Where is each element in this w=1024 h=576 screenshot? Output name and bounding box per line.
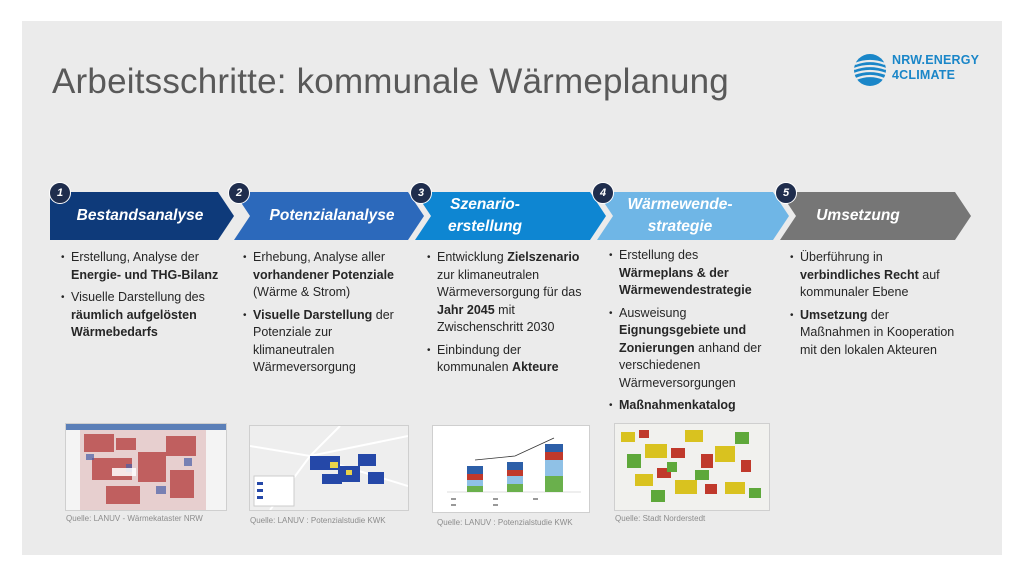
bullet-bold-text: verbindliches Recht — [800, 267, 919, 282]
bullet-text: Erhebung, Analyse aller — [253, 250, 386, 264]
step-1-bullets — [61, 249, 231, 347]
logo-line-2: 4CLIMATE — [892, 68, 956, 82]
bullet-text: Erstellung des — [619, 248, 699, 262]
bullet-text: Erstellung, Analyse der — [71, 250, 199, 264]
bullet-item — [790, 307, 960, 360]
bullet-text: auf kommunaler Ebene — [800, 267, 940, 299]
bullet-item — [61, 289, 231, 342]
step-number-2: 2 — [228, 182, 250, 204]
bullet-bold-text: räumlich aufgelösten Wärmebedarfs — [71, 307, 197, 339]
bullet-item — [243, 307, 413, 377]
bullet-item — [609, 397, 774, 415]
nrw-energy-logo-icon — [852, 50, 888, 90]
bullet-bold-text: Akteure — [512, 360, 559, 374]
step-4-bullets — [609, 247, 774, 420]
step-label-1: Bestandsanalyse — [76, 207, 204, 224]
step-3-bullets — [427, 249, 592, 382]
image-caption-2: Quelle: LANUV : Potenzialstudie KWK — [250, 516, 386, 525]
bullet-text: (Wärme & Strom) — [253, 285, 351, 299]
heat-cadastre-map-image — [65, 423, 227, 511]
bullet-text: Einbindung der kommunalen — [437, 342, 522, 374]
bullet-text: zur klimaneutralen Wärmeversorgung für das — [437, 267, 582, 299]
bullet-item — [609, 305, 774, 393]
scenario-bar-chart-image — [432, 425, 590, 513]
bullet-bold-text: Wärmeplans & der Wärmewendestrategie — [619, 265, 752, 297]
bullet-item — [427, 342, 592, 377]
step-number-4: 4 — [592, 182, 614, 204]
step-label-5: Umsetzung — [816, 207, 900, 224]
bullet-bold-text: Zielszenario — [507, 250, 580, 264]
bullet-item — [61, 249, 231, 284]
step-label-4: Wärmewende- strategie — [627, 196, 733, 235]
bullet-text: anhand der verschiedenen Wärmeversorgungen — [619, 340, 762, 390]
step-2-bullets — [243, 249, 413, 382]
step-number-1: 1 — [49, 182, 71, 204]
slide-title: Arbeitsschritte: kommunale Wärmeplanung — [52, 62, 729, 101]
logo-line-1: NRW.ENERGY — [892, 53, 980, 67]
step-number-5: 5 — [775, 182, 797, 204]
image-caption-4: Quelle: Stadt Norderstedt — [615, 514, 706, 523]
bullet-bold-text: Eignungsgebiete und Zonierungen — [619, 323, 747, 355]
bullet-bold-text: Jahr 2045 — [437, 302, 495, 317]
step-label-3: Szenario- erstellung — [447, 196, 523, 235]
bullet-bold-text: Energie- und THG-Bilanz — [71, 267, 219, 282]
image-caption-3: Quelle: LANUV : Potenzialstudie KWK — [437, 518, 573, 527]
bullet-bold-text: Umsetzung — [800, 307, 868, 322]
bullet-text: Überführung in — [800, 250, 883, 264]
bullet-bold-text: Maßnahmenkatalog — [619, 398, 736, 412]
bullet-text: der Maßnahmen in Kooperation mit den lokalen Akteuren — [800, 307, 955, 357]
bullet-item — [790, 249, 960, 302]
bullet-bold-text: Visuelle Darstellung — [253, 307, 373, 322]
logo — [852, 50, 982, 92]
zoning-map-image — [614, 423, 770, 511]
step-label-2: Potenzialanalyse — [269, 207, 395, 224]
bullet-text: Entwicklung — [437, 250, 508, 264]
bullet-item — [427, 249, 592, 337]
bullet-text: Visuelle Darstellung des — [71, 290, 205, 304]
bullet-item — [609, 247, 774, 300]
bullet-text: der Potenziale zur klimaneutralen Wärmeversorgung — [253, 307, 394, 374]
bullet-text: Ausweisung — [619, 305, 687, 320]
step-5-bullets — [790, 249, 960, 364]
bullet-text: mit Zwischenschritt 2030 — [437, 302, 555, 334]
step-number-3: 3 — [410, 182, 432, 204]
image-caption-1: Quelle: LANUV - Wärmekataster NRW — [66, 514, 203, 523]
logo-text — [892, 53, 979, 83]
bullet-item — [243, 249, 413, 302]
potential-study-map-image — [249, 425, 409, 511]
bullet-bold-text: vorhandener Potenziale — [253, 267, 395, 282]
